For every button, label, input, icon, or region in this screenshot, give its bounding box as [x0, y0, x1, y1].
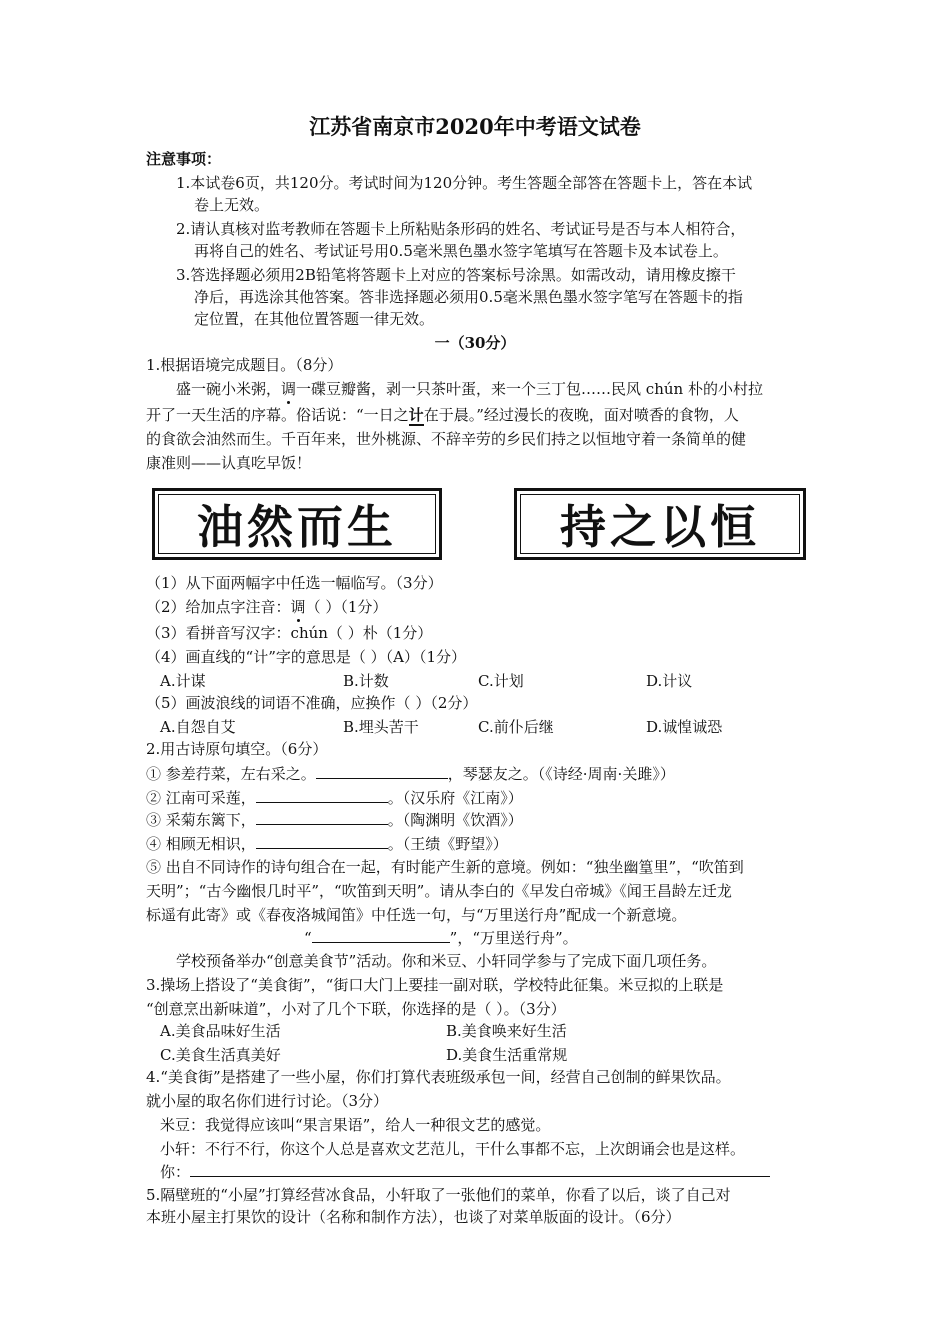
q3-line-1: 3.操场上搭设了“美食街”，“街口大门上要挂一副对联，学校特此征集。米豆拟的上联是 — [146, 976, 724, 994]
notice-item-2: 2.请认真核对监考教师在答题卡上所粘贴条形码的姓名、考试证号是否与本人相符合， — [176, 220, 746, 238]
calligraphy-text-2: 持之以恒 — [560, 500, 760, 554]
q2-stem: 2.用古诗原句填空。（6分） — [146, 740, 328, 758]
q4-you: 你： — [160, 1160, 770, 1183]
page-title: 江苏省南京市2020年中考语文试卷 — [309, 114, 641, 139]
dotted-char: 调 — [290, 598, 306, 616]
q1-5-option-d: D.诚惶诚恐 — [646, 718, 723, 736]
q2-line-1: ① 参差荇菜，左右采之。 ，琴瑟友之。（《诗经·周南·关雎》） — [146, 762, 675, 785]
calligraphy-box-1 — [152, 488, 442, 560]
q2-line-2: ② 江南可采莲， 。（汉乐府《江南》） — [146, 786, 523, 809]
notice-item-1: 1.本试卷6页，共120分。考试时间为120分钟。考生答题全部答在答题卡上，答在本试 — [176, 174, 753, 192]
q1-sub-4: （4）画直线的“计”字的意思是（ ）（A）（1分） — [146, 648, 467, 666]
q2-line-5: ⑤ 出自不同诗作的诗句组合在一起，有时能产生新的意境。例如：“独坐幽篁里”，“吹笛到 — [146, 858, 744, 876]
notice-item-1-cont: 卷上无效。 — [194, 196, 270, 214]
answer-line[interactable] — [190, 1160, 770, 1177]
q2-line-4: ④ 相顾无相识， 。（王绩《野望》） — [146, 832, 508, 855]
q1-4-option-c: C.计划 — [478, 672, 524, 690]
notice-item-2-cont: 再将自己的姓名、考试证号用0.5毫米黑色墨水签字笔填写在答题卡及本试卷上。 — [194, 242, 728, 260]
q4-line-1: 4.“美食街”是搭建了一些小屋，你们打算代表班级承包一间，经营自己创制的鲜果饮品。 — [146, 1068, 731, 1086]
notice-heading: 注意事项： — [146, 150, 222, 168]
q3-option-b: B.美食唤来好生活 — [446, 1022, 567, 1040]
q2-line-6: 天明”；“古今幽恨几时平”，“吹笛到天明”。请从李白的《早发白帝城》《闻王昌龄左迁龙 — [146, 882, 732, 900]
notice-item-3: 3.答选择题必须用2B铅笔将答题卡上对应的答案标号涂黑。如需改动，请用橡皮擦干 — [176, 266, 736, 284]
answer-blank[interactable] — [256, 808, 388, 825]
q4-xiaoxuan: 小轩：不行不行，你这个人总是喜欢文艺范儿，干什么事都不忘，上次朗诵会也是这样。 — [160, 1140, 746, 1158]
q4-line-2: 就小屋的取名你们进行讨论。（3分） — [146, 1092, 389, 1110]
q1-4-option-a: A.计谋 — [160, 672, 206, 690]
calligraphy-box-2 — [514, 488, 806, 560]
q1-sub-2: （2）给加点字注音：调（ ）（1分） — [146, 598, 388, 616]
q1-5-option-c: C.前仆后继 — [478, 718, 554, 736]
q1-passage-line-3: 的食欲会油然而生。千百年来，世外桃源、不辞辛劳的乡民们持之以恒地守着一条简单的健 — [146, 430, 747, 448]
q1-5-option-b: B.埋头苦干 — [343, 718, 419, 736]
calligraphy-text-1: 油然而生 — [197, 500, 397, 554]
q1-sub-3: （3）看拼音写汉字：chún（ ）朴（1分） — [146, 624, 433, 642]
dotted-char: 调 — [281, 380, 297, 398]
q1-passage-line-2: 开了一天生活的序幕。俗话说：“一日之计在于晨。”经过漫长的夜晚，面对喷香的食物，人 — [146, 406, 739, 424]
q3-option-c: C.美食生活真美好 — [160, 1046, 281, 1064]
q3-option-d: D.美食生活重常规 — [446, 1046, 568, 1064]
q2-line-7: 标遥有此寄》或《春夜洛城闻笛》中任选一句，与“万里送行舟”配成一个新意境。 — [146, 906, 687, 924]
q1-passage-line-4: 康准则——认真吃早饭！ — [146, 454, 312, 472]
q1-sub-5: （5）画波浪线的词语不准确，应换作（ ）（2分） — [146, 694, 478, 712]
q5-line-2: 本班小屋主打果饮的设计（名称和制作方法），也谈了对菜单版面的设计。（6分） — [146, 1208, 681, 1226]
q3-line-2: “创意烹出新味道”，小对了几个下联，你选择的是（ ）。（3分） — [146, 1000, 566, 1018]
notice-item-3-cont2: 定位置，在其他位置答题一律无效。 — [194, 310, 435, 328]
q3-option-a: A.美食品味好生活 — [160, 1022, 281, 1040]
underlined-char: 计 — [408, 406, 424, 424]
q1-stem: 1.根据语境完成题目。（8分） — [146, 356, 343, 374]
activity-intro: 学校预备举办“创意美食节”活动。你和米豆、小轩同学参与了完成下面几项任务。 — [176, 952, 717, 970]
q2-line-3: ③ 采菊东篱下， 。（陶渊明《饮酒》） — [146, 808, 523, 831]
q1-sub-1: （1）从下面两幅字中任选一幅临写。（3分） — [146, 574, 443, 592]
section-heading: 一（30分） — [434, 334, 516, 352]
answer-blank[interactable] — [256, 786, 388, 803]
q5-line-1: 5.隔壁班的“小屋”打算经营冰食品，小轩取了一张他们的菜单，你看了以后，谈了自己对 — [146, 1186, 731, 1204]
q4-midou: 米豆：我觉得应该叫“果言果语”，给人一种很文艺的感觉。 — [160, 1116, 551, 1134]
answer-blank[interactable] — [312, 926, 450, 943]
q1-4-option-b: B.计数 — [343, 672, 389, 690]
q1-passage-line-1: 盛一碗小米粥，调一碟豆瓣酱，剥一只茶叶蛋，来一个三丁包……民风 chún 朴的小村拉 — [176, 380, 763, 398]
notice-item-3-cont: 净后，再选涂其他答案。答非选择题必须用0.5毫米黑色墨水签字笔写在答题卡的指 — [194, 288, 743, 306]
answer-blank[interactable] — [316, 762, 448, 779]
answer-blank[interactable] — [256, 832, 388, 849]
q1-5-option-a: A.自怨自艾 — [160, 718, 236, 736]
q1-4-option-d: D.计议 — [646, 672, 693, 690]
q2-line-8: “ ”，“万里送行舟”。 — [304, 926, 578, 949]
